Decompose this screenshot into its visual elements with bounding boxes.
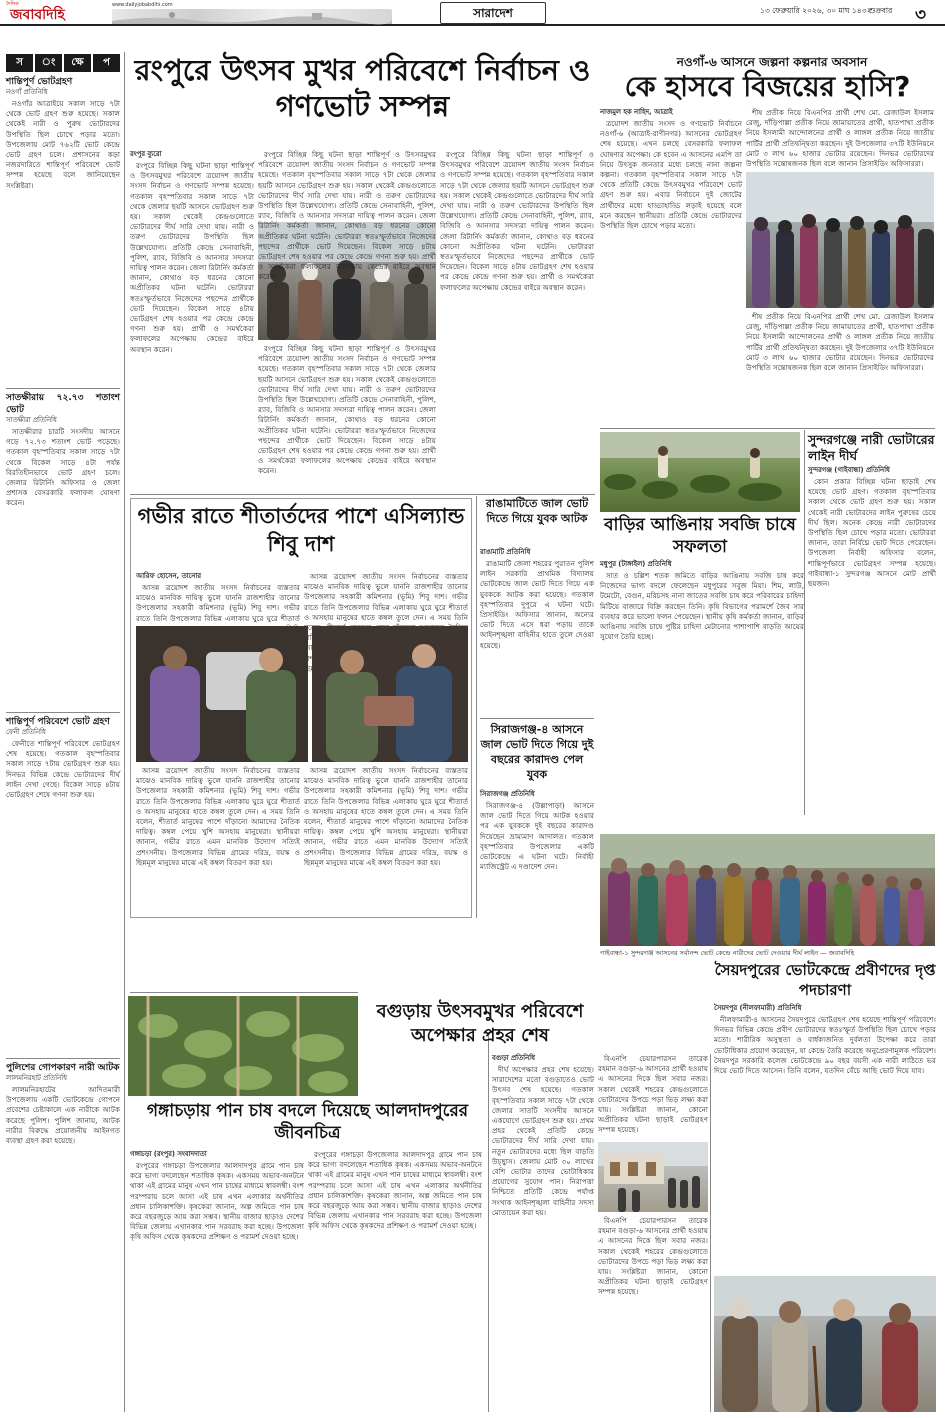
- sangkhepe-item-byline: লালমনিরহাট প্রতিনিধি: [6, 1074, 67, 1082]
- bogura-body-a: [492, 1054, 594, 1412]
- vegetable-photo: [600, 432, 800, 512]
- paan-body-text: রংপুরের গঙ্গাচড়া উপজেলার আলদাদপুর গ্রামে পান চাষ করে ভাগ্য বদলেছেন শতাধিক কৃষক। একসময় অভাব-অনটনে থাকা এই গ্রামের মানুষ এখন পান চাষের মাধ্যমে স্বাবলম্বী। বংশ পরম্পরায় চলে আসা এই চাষ এখন এলাকার অর্থনীতির প্রধান চালিকাশক্তি। কৃষকেরা জানান, অল্প জমিতে পান চাষ করে বছরজুড়ে আয় করা সম্ভব। স্থানীয় বাজার ছাড়াও দেশের বিভিন্ন জেলায় এখানকার পান সরবরাহ করা হচ্ছে। উপজেলা কৃষি অফিস থেকে কৃষকদের প্রশিক্ষণ ও পরামর্শ দেওয়া হচ্ছে।: [308, 1150, 482, 1231]
- paan-body-a: [130, 1150, 304, 1412]
- sangkhepe-item-byline: ফেনী প্রতিনিধি: [6, 728, 46, 736]
- shibu-body-b: [304, 572, 468, 622]
- sangkhepe-letter: ং: [35, 54, 62, 72]
- bogura-photo: [598, 1142, 708, 1212]
- sangkhepe-letter: ক্ষে: [64, 54, 91, 72]
- bogura-body-text: বিএনপি চেয়ারপারসন তারেক রহমান বগুড়া-৬ আসনের প্রার্থী হওয়ায় এ আসনের দিকে ছিল সবার নজর। সকাল থেকেই শহরের কেন্দ্রগুলোতে ভোটারদের উপচে পড়া ভিড় লক্ষ্য করা যায়। সংশ্লিষ্টরা জানান, কোনো অপ্রীতিকর ঘটনা ছাড়াই ভোটগ্রহণ সম্পন্ন হয়েছে।: [598, 1054, 708, 1135]
- elderly-voters-illustration: [714, 1276, 936, 1412]
- sirajganj-byline: সিরাজগঞ্জ প্রতিনিধি: [480, 790, 535, 798]
- shibu-photo: [312, 626, 468, 762]
- naogaon-body-c: [746, 312, 934, 426]
- sangkhepe-item-body: সাতক্ষীরার চারটি সংসদীয় আসনে গড়ে ৭২.৭৩ শতাংশ ভোট পড়েছে। গতকাল বৃহস্পতিবার সকাল সাড়ে ৭টা থেকে বিকেল সাড়ে ৪টা পর্যন্ত বিরতিহীনভাবে ভোট গ্রহণ চলে। জেলার রিটার্নিং অফিসার ও জেলা প্রশাসক বেসরকারি ফলাফল ঘোষণা করেন।: [6, 427, 120, 508]
- sirajganj-body-text: সিরাজগঞ্জ-৪ (উল্লাপাড়া) আসনে জাল ভোট দিতে গিয়ে আটক হওয়ার পর এক যুবককে দুই বছরের কারাদণ্ড দিয়েছেন ভ্রাম্যমাণ আদালত। গতকাল বৃহস্পতিবার উপজেলার একটি ভোটকেন্দ্রে এ ঘটনা ঘটে। নির্বাহী ম্যাজিস্ট্রেট এ দণ্ডাদেশ দেন।: [480, 801, 594, 872]
- paan-headline: গঙ্গাচড়ায় পান চাষ বদলে দিয়েছে আলদাদপুরের জীবনচিত্র: [146, 1101, 469, 1143]
- naogaon-photo: [746, 172, 934, 308]
- column-rule: [710, 1054, 711, 1412]
- gaibandha-photo: [600, 834, 935, 946]
- sundarganj-headline: সুন্দরগঞ্জে নারী ভোটারের লাইন দীর্ঘ: [808, 432, 935, 463]
- bogura-byline: বগুড়া প্রতিনিধি: [492, 1054, 535, 1062]
- masthead-brand: জবাবদিহি: [10, 7, 65, 23]
- masthead-website: www.dailyjobabdihi.com: [112, 2, 173, 8]
- saidpur-body: [714, 1004, 936, 1274]
- official-with-elderly-illustration: [312, 626, 468, 762]
- paan-body-b: [308, 1150, 482, 1412]
- blanket-distribution-illustration: [136, 626, 308, 762]
- lead-body-b: [258, 150, 436, 282]
- sirajganj-headline: সিরাজগঞ্জ-৪ আসনে জাল ভোট দিতে গিয়ে দুই বছরের কারাদণ্ড পেল যুবক: [480, 723, 594, 781]
- naogaon-body-text: শীষ প্রতীক নিয়ে বিএনপির প্রার্থী শেখ মো. রেজাউল ইসলাম রেজু, দাঁড়িপাল্লা প্রতীক নিয়ে জামায়াতের প্রার্থী, হাতপাখা প্রতীক নিয়ে ইসলামী আন্দোলনের প্রার্থী ও লাঙ্গল প্রতীক নিয়ে জাতীয় পার্টির প্রার্থী প্রতিদ্বন্দ্বিতা করছেন। দুই উপজেলার ৩৭টি ইউনিয়নে মোট ৩ লাখ ৬০ হাজার ভোটার রয়েছেন। দিনভর ভোটারদের উপস্থিতি সন্তোষজনক ছিল বলে জানান প্রিসাইডিং অফিসাররা।: [746, 312, 934, 373]
- naogaon-body-text: ত্রয়োদশ জাতীয় সংসদ ও গণভোট নির্বাচনে নওগাঁ-৬ (আত্রাই-রাণীনগর) আসনের ভোটগ্রহণ শেষ হয়েছে। এখন চলছে বেসরকারি ফলাফল ঘোষণার অপেক্ষা। কে হবেন এ আসনের এমপি তা নিয়ে উৎসুক জনতার মধ্যে চলছে নানা জল্পনা কল্পনা। গতকাল বৃহস্পতিবার সকাল সাড়ে ৭টা থেকে প্রতিটি কেন্দ্রে উৎসবমুখর পরিবেশে ভোট গ্রহণ শুরু হয়। এবার নির্বাচনে দুই জোটের প্রার্থীদের মধ্যে হাড্ডাহাড্ডি লড়াই হয়েছে বলে মনে করছেন স্থানীয়রা। প্রতিটি কেন্দ্রে ভোটারদের উপস্থিতি ছিল চোখে পড়ার মতো।: [600, 119, 742, 231]
- sangkhepe-letter: স: [6, 54, 33, 72]
- shibu-headline: গভীর রাতে শীতার্তদের পাশে এসিল্যান্ড শিবু দাশ: [137, 504, 465, 556]
- saidpur-photo: [714, 1276, 936, 1412]
- saidpur-headline: সৈয়দপুরের ভোটকেন্দ্রে প্রবীণদের দৃপ্ত পদচারণা: [714, 961, 936, 999]
- saidpur-body-text: নীলফামারী-৪ আসনের সৈয়দপুরে ভোটগ্রহণ শেষ হয়েছে শান্তিপূর্ণ পরিবেশে। দিনভর বিভিন্ন কেন্দ্রে প্রবীণ ভোটারদের স্বতঃস্ফূর্ত উপস্থিতি ছিল চোখে পড়ার মতো। শারীরিক অসুস্থতা ও বার্ধক্যজনিত দুর্বলতা উপেক্ষা করে তারা ভোটাধিকার প্রয়োগ করেছেন, যা কেন্দ্রে তৈরি করেছে অনুপ্রেরণামূলক পরিবেশ। সৈয়দপুর সরকারি কলেজ ভোটকেন্দ্রে ৯০ বছর বয়সী এক নারী লাঠিতে ভর দিয়ে ভোট দিতে আসেন। তিনি বলেন, যতদিন বেঁচে আছি ভোট দিয়ে যাব।: [714, 1015, 936, 1076]
- sangkhepe-item: [6, 392, 120, 710]
- lead-headline: রংপুরে উৎসব মুখর পরিবেশে নির্বাচন ও গণভোট সম্পন্ন: [134, 53, 591, 123]
- sangkhepe-title-bar: [6, 54, 120, 72]
- naogaon-headline: কে হাসবে বিজয়ের হাসি?: [624, 70, 911, 103]
- sangkhepe-item-body: লালমনিরহাটের আদিতমারী উপজেলায় একটি ভোটকেন্দ্রে গোপনে প্রবেশের চেষ্টাকালে এক নারীকে আটক করেছে পুলিশ। পুলিশ জানায়, আটক নারীর বিরুদ্ধে প্রয়োজনীয় আইনগত ব্যবস্থা গ্রহণ করা হয়েছে।: [6, 1085, 120, 1146]
- bogura-body-c: [598, 1216, 708, 1412]
- bogura-body-text: দীর্ঘ অপেক্ষার প্রহর শেষ হয়েছে। সারাদেশের মতো বগুড়াতেও ভোট উৎসব শেষ হয়েছে। গতকাল বৃহস্পতিবার সকাল সাড়ে ৭টা থেকে জেলার সাতটি সংসদীয় আসনে একযোগে ভোটগ্রহণ শুরু হয়। প্রথম প্রহর থেকেই প্রতিটি কেন্দ্রে ভোটারদের দীর্ঘ সারি দেখা যায়। নতুন ভোটারদের মধ্যে ছিল বাড়তি উচ্ছ্বাস। জেলায় মোট ৩০ লাখের বেশি ভোটার তাদের ভোটাধিকার প্রয়োগের সুযোগ পান। নিরাপত্তা নিশ্চিতে প্রতিটি কেন্দ্রে পর্যাপ্ত সংখ্যক আইনশৃঙ্খলা বাহিনীর সদস্য মোতায়েন করা হয়।: [492, 1065, 594, 1217]
- rangamati-body: [480, 548, 594, 716]
- page-number: ৩: [915, 5, 927, 25]
- field-farmer-illustration: [600, 432, 800, 512]
- sangkhepe-item-head: সাতক্ষীরায় ৭২.৭৩ শতাংশ ভোট: [6, 393, 120, 415]
- divider: [6, 712, 120, 713]
- sangkhepe-item-byline: নওগাঁ প্রতিনিধি: [6, 88, 48, 96]
- column-rule: [804, 430, 805, 815]
- bogura-headline: বগুড়ায় উৎসবমুখর পরিবেশে অপেক্ষার প্রহর শেষ: [376, 1001, 584, 1046]
- masthead-brand-small: দৈনিক: [6, 1, 19, 7]
- lead-body-text: রংপুরে বিচ্ছিন্ন কিছু ঘটনা ছাড়া শান্তিপূর্ণ ও উৎসবমুখর পরিবেশে ত্রয়োদশ জাতীয় সংসদ নির্বাচন ও গণভোট সম্পন্ন হয়েছে। গতকাল বৃহস্পতিবার সকাল সাড়ে ৭টা থেকে জেলার ছয়টি আসনে ভোটগ্রহণ শুরু হয়। সকাল থেকেই কেন্দ্রগুলোতে ভোটারদের দীর্ঘ সারি দেখা যায়। নারী ও তরুণ ভোটারদের উপস্থিতি ছিল উল্লেখযোগ্য। প্রতিটি কেন্দ্রে সেনাবাহিনী, পুলিশ, র‌্যাব, বিজিবি ও আনসার সদস্যরা দায়িত্ব পালন করেন। জেলা রিটার্নিং কর্মকর্তা জানান, কোথাও বড় ধরনের কোনো অপ্রীতিকর ঘটনা ঘটেনি। ভোটাররা স্বতঃস্ফূর্তভাবে নিজেদের পছন্দের প্রার্থীকে ভোট দিয়েছেন। বিকেল সাড়ে ৪টায় ভোটগ্রহণ শেষ হওয়ার পর কেন্দ্রে কেন্দ্রে গণনা শুরু হয়। প্রার্থী ও সমর্থকেরা ফলাফলের অপেক্ষায় কেন্দ্রের বাইরে অবস্থান করেন।: [130, 161, 254, 354]
- lead-byline: রংপুর ব্যুরো: [130, 150, 162, 158]
- betel-leaf-plantation-illustration: [128, 996, 358, 1096]
- lead-body-text: রংপুরে বিচ্ছিন্ন কিছু ঘটনা ছাড়া শান্তিপূর্ণ ও উৎসবমুখর পরিবেশে ত্রয়োদশ জাতীয় সংসদ নির্বাচন ও গণভোট সম্পন্ন হয়েছে। গতকাল বৃহস্পতিবার সকাল সাড়ে ৭টা থেকে জেলার ছয়টি আসনে ভোটগ্রহণ শুরু হয়। সকাল থেকেই কেন্দ্রগুলোতে ভোটারদের দীর্ঘ সারি দেখা যায়। নারী ও তরুণ ভোটারদের উপস্থিতি ছিল উল্লেখযোগ্য। প্রতিটি কেন্দ্রে সেনাবাহিনী, পুলিশ, র‌্যাব, বিজিবি ও আনসার সদস্যরা দায়িত্ব পালন করেন। জেলা রিটার্নিং কর্মকর্তা জানান, কোথাও বড় ধরনের কোনো অপ্রীতিকর ঘটনা ঘটেনি। ভোটাররা স্বতঃস্ফূর্তভাবে নিজেদের পছন্দের প্রার্থীকে ভোট দিয়েছেন। বিকেল সাড়ে ৪টায় ভোটগ্রহণ শেষ হওয়ার পর কেন্দ্রে কেন্দ্রে গণনা শুরু হয়। প্রার্থী ও সমর্থকেরা ফলাফলের অপেক্ষায় কেন্দ্রের বাইরে অবস্থান করেন।: [258, 150, 436, 282]
- masthead-logo: [6, 0, 111, 26]
- gaibandha-caption: গাইবান্ধা-১ সুন্দরগঞ্জ আসনের সর্বানন্দ ভোট কেন্দ্রে নারীদের ভোট দেওয়ার দীর্ঘ লাইন — জবাবদিহি: [600, 949, 855, 957]
- bogura-body-b: [598, 1054, 708, 1140]
- lead-body-a: [130, 150, 254, 492]
- naogaon-byline: নাজমুল হক নাহিদ, আত্রাই: [600, 108, 673, 116]
- naogaon-body-text: শীষ প্রতীক নিয়ে বিএনপির প্রার্থী শেখ মো. রেজাউল ইসলাম রেজু, দাঁড়িপাল্লা প্রতীক নিয়ে জামায়াতের প্রার্থী, হাতপাখা প্রতীক নিয়ে ইসলামী আন্দোলনের প্রার্থী ও লাঙ্গল প্রতীক নিয়ে জাতীয় পার্টির প্রার্থী প্রতিদ্বন্দ্বিতা করছেন। দুই উপজেলার ৩৭টি ইউনিয়নে মোট ৩ লাখ ৬০ হাজার ভোটার রয়েছেন। দিনভর ভোটারদের উপস্থিতি সন্তোষজনক ছিল বলে জানান প্রিসাইডিং অফিসাররা।: [746, 108, 934, 169]
- section-title: সারাদেশ: [473, 6, 513, 20]
- sundarganj-byline: সুন্দরগঞ্জ (গাইবান্ধা) প্রতিনিধি: [808, 466, 890, 474]
- lead-body-text: রংপুরে বিচ্ছিন্ন কিছু ঘটনা ছাড়া শান্তিপূর্ণ ও উৎসবমুখর পরিবেশে ত্রয়োদশ জাতীয় সংসদ নির্বাচন ও গণভোট সম্পন্ন হয়েছে। গতকাল বৃহস্পতিবার সকাল সাড়ে ৭টা থেকে জেলার ছয়টি আসনে ভোটগ্রহণ শুরু হয়। সকাল থেকেই কেন্দ্রগুলোতে ভোটারদের দীর্ঘ সারি দেখা যায়। নারী ও তরুণ ভোটারদের উপস্থিতি ছিল উল্লেখযোগ্য। প্রতিটি কেন্দ্রে সেনাবাহিনী, পুলিশ, র‌্যাব, বিজিবি ও আনসার সদস্যরা দায়িত্ব পালন করেন। জেলা রিটার্নিং কর্মকর্তা জানান, কোথাও বড় ধরনের কোনো অপ্রীতিকর ঘটনা ঘটেনি। ভোটাররা স্বতঃস্ফূর্তভাবে নিজেদের পছন্দের প্রার্থীকে ভোট দিয়েছেন। বিকেল সাড়ে ৪টায় ভোটগ্রহণ শেষ হওয়ার পর কেন্দ্রে কেন্দ্রে গণনা শুরু হয়। প্রার্থী ও সমর্থকেরা ফলাফলের অপেক্ষায় কেন্দ্রের বাইরে অবস্থান করেন।: [440, 150, 594, 292]
- women-queue-illustration: [746, 172, 934, 308]
- polling-centre-illustration: [598, 1142, 708, 1212]
- sangkhepe-item-body: ফেনীতে শান্তিপূর্ণ পরিবেশে ভোটগ্রহণ শেষ হয়েছে। গতকাল বৃহস্পতিবার সকাল সাড়ে ৭টায় ভোটগ্রহণ শুরু হয়। দিনভর বিভিন্ন কেন্দ্রে ভোটারদের দীর্ঘ লাইন দেখা গেছে। বিকেল সাড়ে ৪টায় ভোটগ্রহণ শেষে গণনা শুরু হয়।: [6, 739, 120, 800]
- divider: [130, 992, 358, 993]
- sundarganj-body: [808, 466, 936, 812]
- naogaon-kicker: নওগাঁ-৬ আসনে জল্পনা কল্পনার অবসান: [676, 55, 868, 69]
- shibu-body-text: আসন্ন ত্রয়োদশ জাতীয় সংসদ নির্বাচনের ব্যস্ততার মাঝেও মানবিক দায়িত্ব ভুলে যাননি রাজশাহীর তানোর উপজেলার সহকারী কমিশনার (ভূমি) শিবু দাশ। গভীর রাতে তিনি উপজেলার বিভিন্ন এলাকায় ঘুরে ঘুরে শীতার্ত ও অসহায় মানুষের হাতে কম্বল তুলে দেন। এ সময় তিনি: [304, 572, 468, 622]
- shibu-body-text: আসন্ন ত্রয়োদশ জাতীয় সংসদ নির্বাচনের ব্যস্ততার মাঝেও মানবিক দায়িত্ব ভুলে যাননি রাজশাহীর তানোর উপজেলার সহকারী কমিশনার (ভূমি) শিবু দাশ। গভীর রাতে তিনি উপজেলার বিভিন্ন এলাকায় ঘুরে ঘুরে শীতার্ত ও অসহায় মানুষের হাতে কম্বল তুলে দেন। এ সময় তিনি বলেন, শীতার্ত মানুষের পাশে দাঁড়ানো আমাদের নৈতিক দায়িত্ব। কম্বল পেয়ে খুশি অসহায় মানুষেরা। স্থানীয়রা জানান, গভীর রাতে এমন মানবিক উদ্যোগ সত্যিই প্রশংসনীয়। উপজেলার বিভিন্ন গ্রামের দরিদ্র, বয়স্ক ও ছিন্নমূল মানুষের মাঝে এই কম্বল বিতরণ করা হয়।: [136, 766, 300, 867]
- naogaon-body-a: [600, 108, 742, 426]
- sangkhepe-item-body: নওগাঁর আত্রাইয়ে সকাল সাড়ে ৭টা থেকে ভোট গ্রহণ শুরু হয়েছে। সকাল থেকেই নারী ও পুরুষ ভোটারদের উপস্থিতি ছিল চোখে পড়ার মতো। উপজেলায় মোট ৭৬২টি ভোট কেন্দ্রে ভোট গ্রহণ চলে। প্রশাসনের কড়া নজরদারিতে শান্তিপূর্ণ পরিবেশে ভোট সম্পন্ন হয়েছে বলে জানিয়েছেন সংশ্লিষ্টরা।: [6, 99, 120, 190]
- divider: [130, 494, 595, 495]
- sangkhepe-item-byline: সাতক্ষীরা প্রতিনিধি: [6, 416, 57, 424]
- section-banner: [440, 2, 546, 24]
- sangkhepe-item: [6, 76, 120, 384]
- shibu-body-text: আসন্ন ত্রয়োদশ জাতীয় সংসদ নির্বাচনের ব্যস্ততার মাঝেও মানবিক দায়িত্ব ভুলে যাননি রাজশাহীর তানোর উপজেলার সহকারী কমিশনার (ভূমি) শিবু দাশ। গভীর রাতে তিনি উপজেলার বিভিন্ন এলাকায় ঘুরে ঘুরে শীতার্ত: [136, 583, 300, 623]
- paan-photo: [128, 996, 358, 1096]
- sangkhepe-item: [6, 716, 120, 1054]
- lead-body-d: [440, 150, 594, 492]
- sangkhepe-item-head: শান্তিপূর্ণ পরিবেশে ভোট গ্রহণ: [6, 717, 110, 727]
- masthead-illustration: [112, 9, 392, 24]
- rangamati-byline: রাঙামাটি প্রতিনিধি: [480, 548, 531, 556]
- divider: [6, 388, 120, 389]
- column-rule: [488, 1032, 489, 1412]
- divider: [6, 1058, 120, 1059]
- naogaon-body-b: [746, 108, 934, 168]
- sangkhepe-letter: প: [93, 54, 120, 72]
- lead-body-c: [258, 344, 436, 492]
- shibu-byline: আরিফ হোসেন, তানোর: [136, 572, 202, 580]
- sundarganj-body-text: কোন প্রকার বিচ্ছিন্ন ঘটনা ছাড়াই শেষ হয়েছে ভোট গ্রহণ। গতকাল বৃহস্পতিবার সকাল থেকে ভোট গ্রহণ শুরু হয়। সকাল থেকেই নারী ভোটারদের লাইন পুরুষের চেয়ে দীর্ঘ ছিল। অনেক কেন্দ্রে নারী ভোটারদের উপস্থিতি ছিল চোখে পড়ার মতো। ভোটাররা জানান, তারা নির্বিঘ্নে ভোট দিতে পেরেছেন। উপজেলা নির্বাহী অফিসার বলেন, শান্তিপূর্ণভাবে ভোটগ্রহণ সম্পন্ন হয়েছে। গাইবান্ধা-১ সুন্দরগঞ্জ আসনে মোট প্রার্থী ছয়জন।: [808, 477, 936, 589]
- vegetable-headline: বাড়ির আঙিনায় সবজি চাষে সফলতা: [604, 515, 796, 557]
- rangamati-headline: রাঙামাটিতে জাল ভোট দিতে গিয়ে যুবক আটক: [485, 497, 589, 525]
- masthead-date: ১৩ ফেব্রুয়ারি ২০২৬, ৩০ মাঘ ১৪৩২: [760, 6, 872, 15]
- saidpur-byline: সৈয়দপুর (নীলফামারী) প্রতিনিধি: [714, 1004, 802, 1012]
- lead-body-text: রংপুরে বিচ্ছিন্ন কিছু ঘটনা ছাড়া শান্তিপূর্ণ ও উৎসবমুখর পরিবেশে ত্রয়োদশ জাতীয় সংসদ নির্বাচন ও গণভোট সম্পন্ন হয়েছে। গতকাল বৃহস্পতিবার সকাল সাড়ে ৭টা থেকে জেলার ছয়টি আসনে ভোটগ্রহণ শুরু হয়। সকাল থেকেই কেন্দ্রগুলোতে ভোটারদের দীর্ঘ সারি দেখা যায়। নারী ও তরুণ ভোটারদের উপস্থিতি ছিল উল্লেখযোগ্য। প্রতিটি কেন্দ্রে সেনাবাহিনী, পুলিশ, র‌্যাব, বিজিবি ও আনসার সদস্যরা দায়িত্ব পালন করেন। জেলা রিটার্নিং কর্মকর্তা জানান, কোথাও বড় ধরনের কোনো অপ্রীতিকর ঘটনা ঘটেনি। ভোটাররা স্বতঃস্ফূর্তভাবে নিজেদের পছন্দের প্রার্থীকে ভোট দিয়েছেন। বিকেল সাড়ে ৪টায় ভোটগ্রহণ শেষ হওয়ার পর কেন্দ্রে কেন্দ্রে গণনা শুরু হয়। প্রার্থী ও সমর্থকেরা ফলাফলের অপেক্ষায় কেন্দ্রের বাইরে অবস্থান করেন।: [258, 344, 436, 476]
- vegetable-byline: মধুপুর (টাঙ্গাইল) প্রতিনিধি: [600, 560, 672, 568]
- shibu-photo: [136, 626, 308, 762]
- rangamati-body-text: রাঙামাটি জেলা শহরের পুরাতন পুলিশ লাইন সরকারি প্রাথমিক বিদ্যালয় ভোটকেন্দ্রে জাল ভোট দিতে গিয়ে এক যুবককে আটক করা হয়েছে। গতকাল বৃহস্পতিবার দুপুরে এ ঘটনা ঘটে। প্রিসাইডিং অফিসার জানান, অন্যের ভোট দিতে এসে ধরা পড়ায় তাকে আইনশৃঙ্খলা বাহিনীর হাতে তুলে দেওয়া হয়েছে।: [480, 559, 594, 650]
- divider: [480, 718, 594, 719]
- paan-byline: গঙ্গাচড়া (রংপুর) সংবাদদাতা: [130, 1150, 207, 1158]
- sangkhepe-item: [6, 1062, 120, 1412]
- shibu-body-d: [304, 766, 468, 916]
- shibu-body-a: [136, 572, 300, 622]
- sirajganj-body: [480, 790, 594, 914]
- sangkhepe-item-head: পুলিশের গোপকারণ নারী আটক: [6, 1063, 120, 1073]
- divider: [600, 428, 935, 429]
- column-rule: [476, 496, 477, 918]
- shibu-body-c: [136, 766, 300, 916]
- vegetable-body: [600, 560, 804, 830]
- shibu-body-text: আসন্ন ত্রয়োদশ জাতীয় সংসদ নির্বাচনের ব্যস্ততার মাঝেও মানবিক দায়িত্ব ভুলে যাননি রাজশাহীর তানোর উপজেলার সহকারী কমিশনার (ভূমি) শিবু দাশ। গভীর রাতে তিনি উপজেলার বিভিন্ন এলাকায় ঘুরে ঘুরে শীতার্ত ও অসহায় মানুষের হাতে কম্বল তুলে দেন। এ সময় তিনি বলেন, শীতার্ত মানুষের পাশে দাঁড়ানো আমাদের নৈতিক দায়িত্ব। কম্বল পেয়ে খুশি অসহায় মানুষেরা। স্থানীয়রা জানান, গভীর রাতে এমন মানবিক উদ্যোগ সত্যিই প্রশংসনীয়। উপজেলার বিভিন্ন গ্রামের দরিদ্র, বয়স্ক ও ছিন্নমূল মানুষের মাঝে এই কম্বল বিতরণ করা হয়।: [304, 766, 468, 867]
- masthead: [0, 0, 945, 26]
- women-voters-line-illustration: [600, 834, 935, 946]
- masthead-scene-icon: [112, 9, 392, 24]
- sangkhepe-item-head: শান্তিপূর্ণ ভোটগ্রহণ: [6, 77, 73, 87]
- paan-body-text: রংপুরের গঙ্গাচড়া উপজেলার আলদাদপুর গ্রামে পান চাষ করে ভাগ্য বদলেছেন শতাধিক কৃষক। একসময় অভাব-অনটনে থাকা এই গ্রামের মানুষ এখন পান চাষের মাধ্যমে স্বাবলম্বী। বংশ পরম্পরায় চলে আসা এই চাষ এখন এলাকার অর্থনীতির প্রধান চালিকাশক্তি। কৃষকেরা জানান, অল্প জমিতে পান চাষ করে বছরজুড়ে আয় করা সম্ভব। স্থানীয় বাজার ছাড়াও দেশের বিভিন্ন জেলায় এখানকার পান সরবরাহ করা হচ্ছে। উপজেলা কৃষি অফিস থেকে কৃষকদের প্রশিক্ষণ ও পরামর্শ দেওয়া হচ্ছে।: [130, 1161, 304, 1242]
- vegetable-body-text: সাত ও চল্লিশ শতক জমিতে বাড়ির আঙিনায় সবজি চাষ করে নিজেদের ভাগ্য বদলে ফেলেছেন মধুপুরের সবুজ মিয়া। শিম, লাউ, টমেটো, বেগুন, মরিচসহ নানা জাতের সবজি চাষ করে পরিবারের চাহিদা মিটিয়ে বাজারে বিক্রি করছেন তিনি। কৃষি বিভাগের পরামর্শে জৈব সার ব্যবহার করে ভালো ফলন পেয়েছেন। স্থানীয় কৃষি কর্মকর্তা জানান, বাড়ির আঙিনায় সবজি চাষে পুষ্টির চাহিদা মেটানোর পাশাপাশি বাড়তি আয়ের সুযোগ তৈরি হচ্ছে।: [600, 571, 804, 642]
- column-rule: [124, 52, 125, 1412]
- masthead-weekday: শুক্রবার: [869, 6, 893, 15]
- bogura-body-text: বিএনপি চেয়ারপারসন তারেক রহমান বগুড়া-৬ আসনের প্রার্থী হওয়ায় এ আসনের দিকে ছিল সবার নজর। সকাল থেকেই শহরের কেন্দ্রগুলোতে ভোটারদের উপচে পড়া ভিড় লক্ষ্য করা যায়। সংশ্লিষ্টরা জানান, কোনো অপ্রীতিকর ঘটনা ছাড়াই ভোটগ্রহণ সম্পন্ন হয়েছে।: [598, 1216, 708, 1297]
